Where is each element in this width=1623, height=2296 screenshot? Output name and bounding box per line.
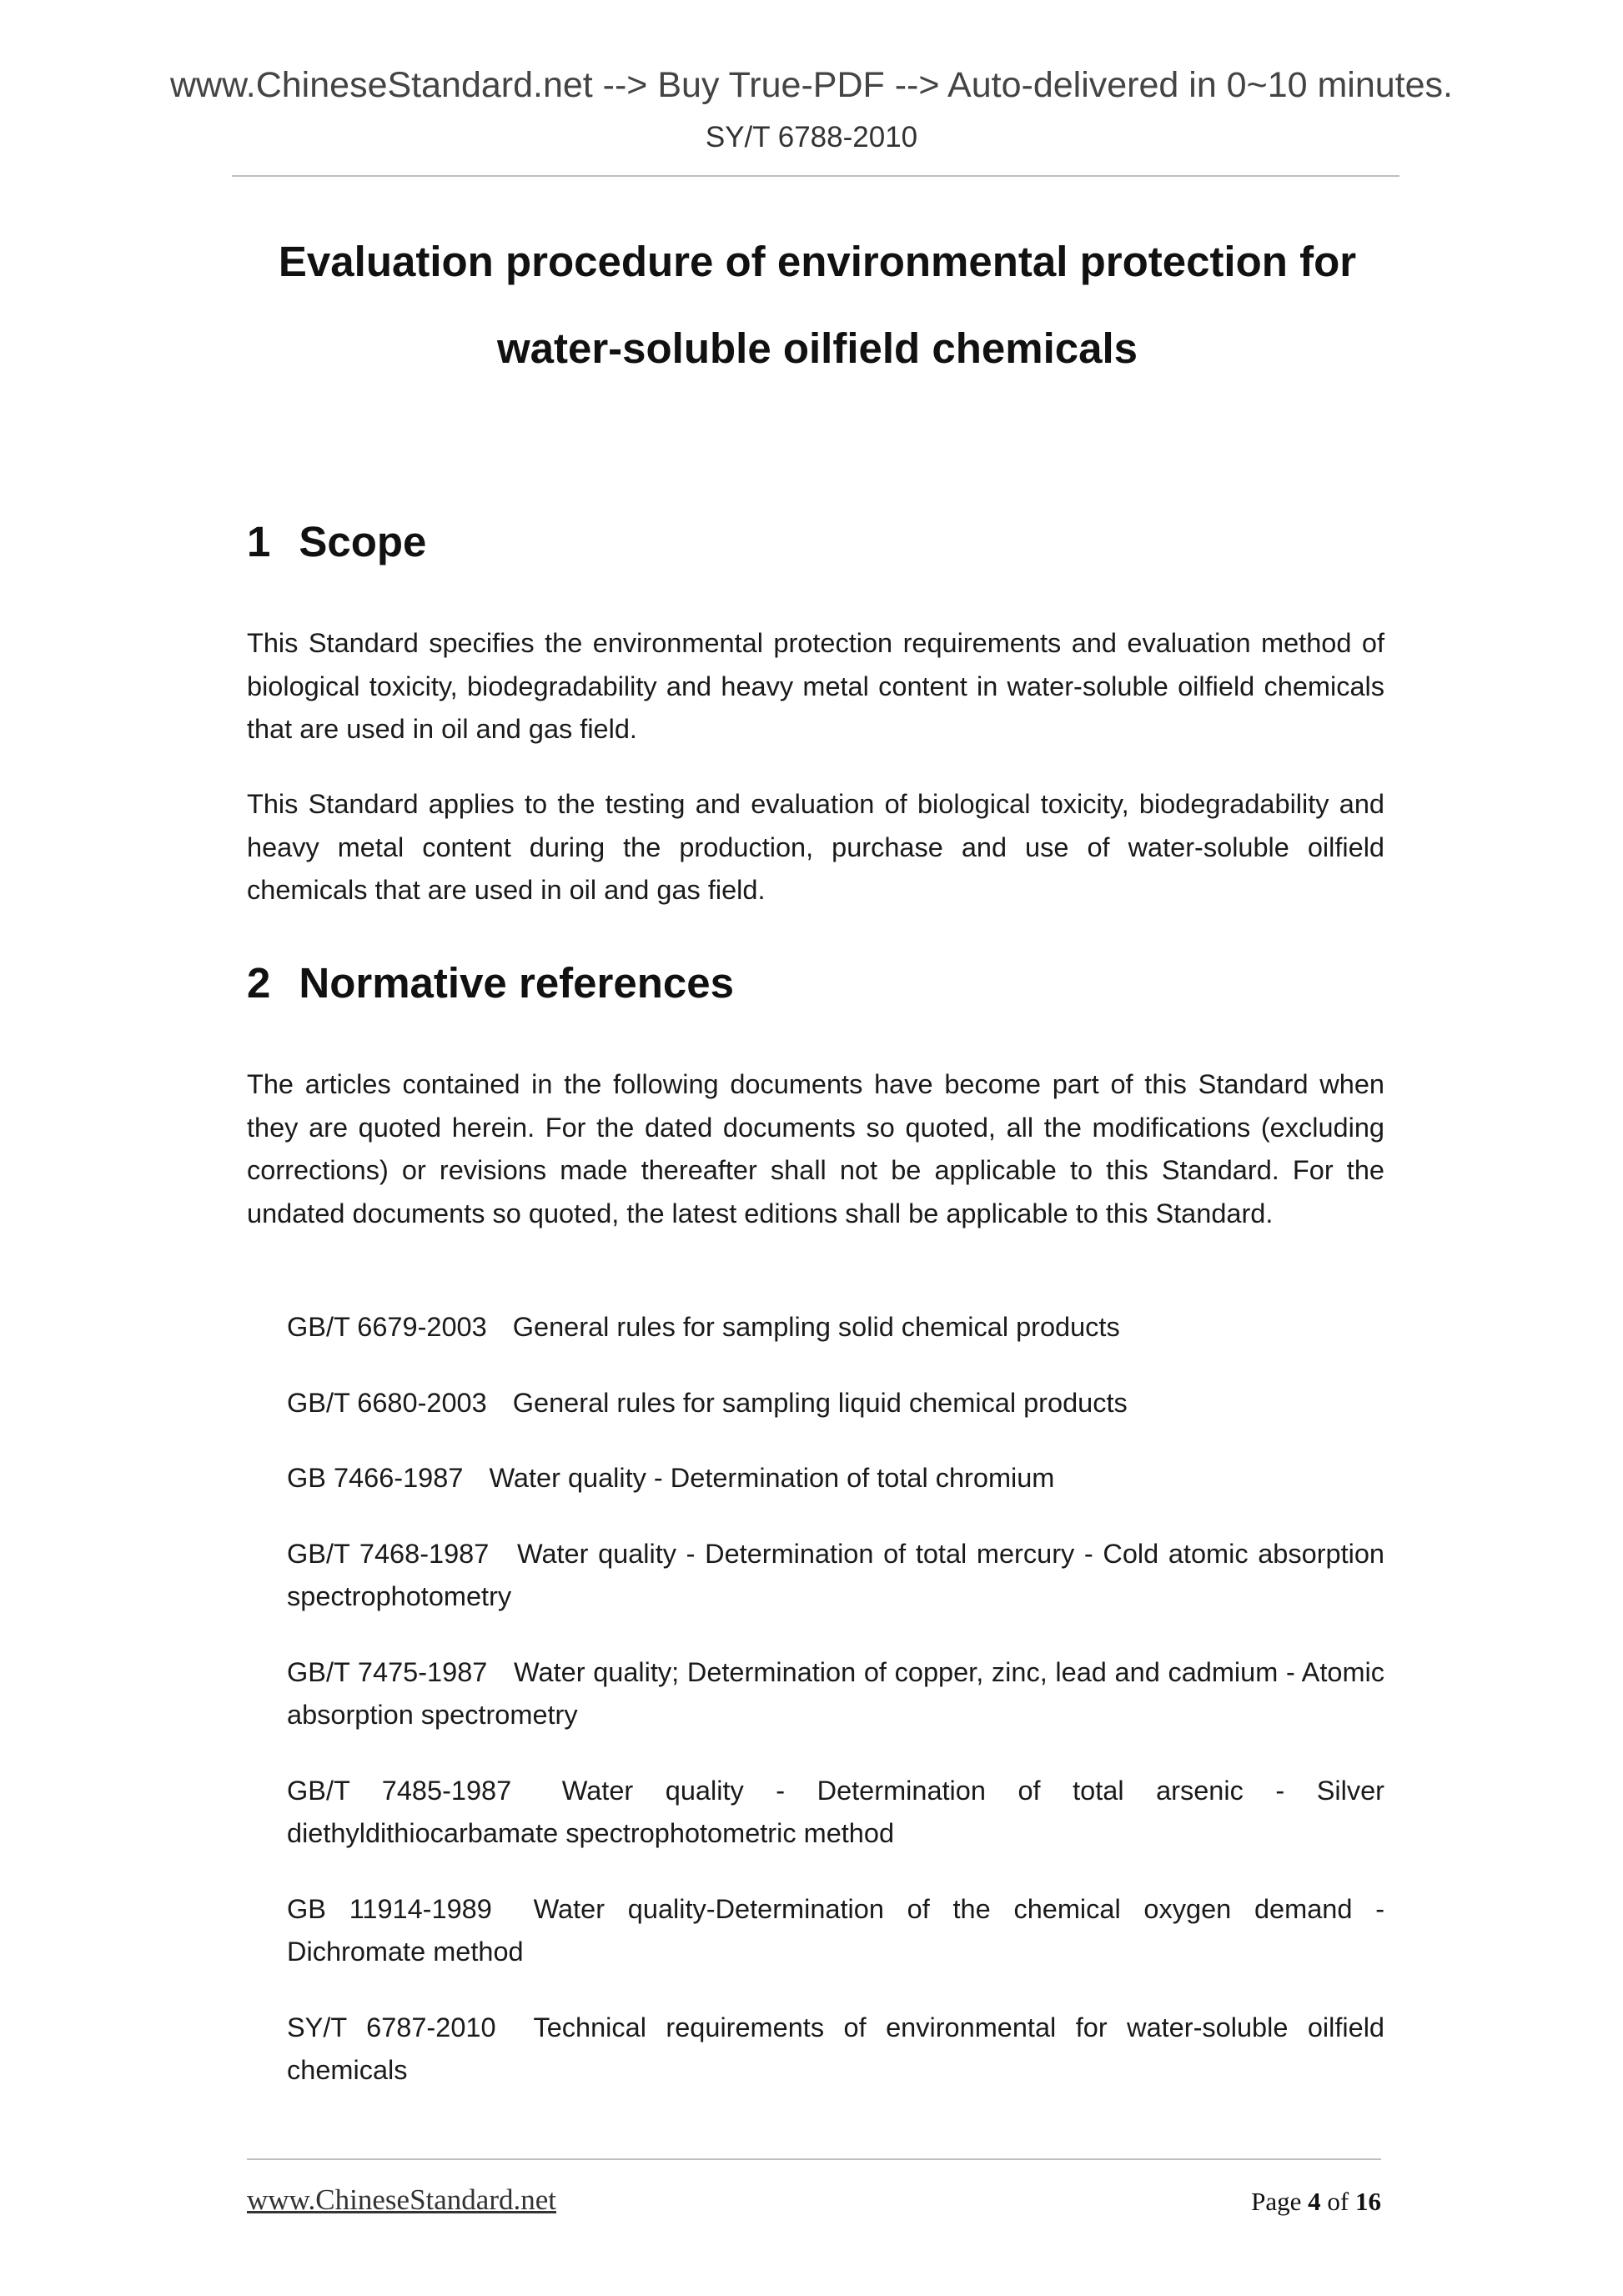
page-of-label: of xyxy=(1327,2187,1349,2216)
reference-code: GB/T 7475-1987 xyxy=(287,1656,488,1687)
reference-item xyxy=(287,1306,1384,1349)
reference-item xyxy=(287,1382,1384,1425)
scope-paragraph-2: This Standard applies to the testing and evaluation of biological toxicity, biodegradability and heavy metal content during the production, purchase and use of water-soluble oilfield chemicals that are used in oil and gas field. xyxy=(247,789,1384,905)
reference-item xyxy=(287,1770,1384,1856)
section-heading-normative-references xyxy=(247,958,734,1007)
section-number: 2 xyxy=(247,959,271,1007)
section-heading-scope xyxy=(247,517,426,566)
normative-reference-list xyxy=(287,1306,1384,2125)
page-current: 4 xyxy=(1308,2187,1321,2216)
reference-code: GB/T 7468-1987 xyxy=(287,1538,490,1569)
reference-item xyxy=(287,1888,1384,1974)
standard-code: SY/T 6788-2010 xyxy=(705,121,918,153)
page-total: 16 xyxy=(1355,2187,1381,2216)
page-number xyxy=(1251,2187,1381,2217)
section-title: Scope xyxy=(299,518,427,565)
reference-code: SY/T 6787-2010 xyxy=(287,2012,496,2042)
reference-title: Water quality-Determination of the chemical oxygen demand - Dichromate method xyxy=(287,1893,1385,1967)
reference-code: GB/T 7485-1987 xyxy=(287,1775,512,1806)
page-label: Page xyxy=(1251,2187,1302,2216)
document-title-line-2: water-soluble oilfield chemicals xyxy=(496,324,1138,372)
footer-site-link[interactable]: www.ChineseStandard.net xyxy=(247,2183,556,2216)
reference-item xyxy=(287,1651,1384,1737)
reference-title: Water quality - Determination of total arsenic - Silver diethyldithiocarbamate spectrophotometric method xyxy=(287,1775,1384,1848)
references-intro-paragraph: The articles contained in the following documents have become part of this Standard when they are quoted herein. For the dated documents so quoted, all the modifications (excluding corrections) or revisions made thereafter shall not be applicable to this Standard. For the undated documents so quoted, the latest editions shall be applicable to this Standard. xyxy=(247,1069,1384,1228)
footer-divider xyxy=(247,2158,1381,2160)
reference-item xyxy=(287,1533,1384,1619)
document-title xyxy=(217,219,1418,392)
reference-title: Water quality - Determination of total chromium xyxy=(489,1463,1055,1493)
scope-paragraph-1: This Standard specifies the environmental protection requirements and evaluation method of biological toxicity, biodegradability and heavy metal content in water-soluble oilfield chemicals that are used in oil and gas field. xyxy=(247,628,1384,744)
reference-code: GB/T 6680-2003 xyxy=(287,1387,487,1418)
reference-item xyxy=(287,1457,1384,1500)
reference-title: Water quality; Determination of copper, zinc, lead and cadmium - Atomic absorption spectrometry xyxy=(287,1656,1384,1730)
section-number: 1 xyxy=(247,518,271,565)
reference-code: GB 7466-1987 xyxy=(287,1463,464,1493)
document-title-line-1: Evaluation procedure of environmental protection for xyxy=(278,238,1357,285)
reference-title: General rules for sampling liquid chemical products xyxy=(512,1387,1128,1418)
reference-code: GB/T 6679-2003 xyxy=(287,1312,487,1342)
reference-title: General rules for sampling solid chemical products xyxy=(512,1312,1120,1342)
section-title: Normative references xyxy=(299,959,734,1007)
header-divider xyxy=(232,175,1399,177)
reference-title: Technical requirements of environmental for water-soluble oilfield chemicals xyxy=(287,2012,1384,2085)
header-banner: www.ChineseStandard.net --> Buy True-PDF --> Auto-delivered in 0~10 minutes. xyxy=(169,65,1453,105)
reference-code: GB 11914-1989 xyxy=(287,1893,492,1924)
reference-item xyxy=(287,2007,1384,2093)
reference-title: Water quality - Determination of total mercury - Cold atomic absorption spectrophotometry xyxy=(287,1538,1384,1611)
